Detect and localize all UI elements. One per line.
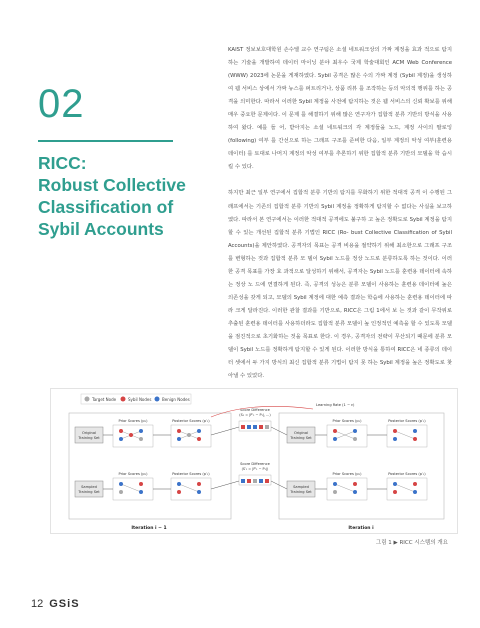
svg-text:Training Set: Training Set [290, 436, 312, 440]
svg-text:Learning Rate (1 − ε): Learning Rate (1 − ε) [316, 403, 355, 407]
posterior-graph-bottom-left [171, 478, 211, 500]
title-line: RICC: [38, 153, 87, 173]
page-number: 12 [31, 598, 44, 610]
score-bars-top [239, 421, 271, 431]
svg-text:(S₁ = |P′₁ − P₁|, ...): (S₁ = |P′₁ − P₁|, ...) [239, 413, 271, 417]
title-line: Classification of [38, 197, 174, 217]
prior-graph-top-right [327, 425, 367, 447]
sampled-training-set-right [287, 481, 315, 497]
posterior-graph-bottom-right [387, 478, 427, 500]
benign-node-icon [155, 397, 160, 402]
sampled-training-set-left [75, 481, 103, 497]
svg-text:Sampled: Sampled [81, 485, 97, 489]
svg-text:Prior Scores (p₁): Prior Scores (p₁) [118, 419, 148, 423]
section-title [38, 152, 208, 240]
title-line: Sybil Accounts [38, 219, 164, 239]
posterior-graph-top-left [171, 425, 211, 447]
svg-text:Posterior Scores (p′₁): Posterior Scores (p′₁) [388, 472, 426, 476]
svg-text:Prior Scores (p₁): Prior Scores (p₁) [332, 419, 362, 423]
prior-graph-bottom-right [327, 478, 367, 500]
sybil-node-icon [121, 397, 126, 402]
svg-text:(S′₁ = |P′₁ − P₁|): (S′₁ = |P′₁ − P₁|) [241, 467, 269, 471]
svg-text:Training Set: Training Set [78, 436, 100, 440]
svg-text:Score Difference: Score Difference [240, 462, 270, 466]
svg-text:Original: Original [81, 431, 97, 435]
legend [81, 394, 191, 404]
title-line: Robust Collective [38, 175, 186, 195]
paragraph-1: KAIST 정보보호대학원 손수엘 교수 연구팀은 소셜 네트워크상의 가짜 계정을 효과 적으로 탐지하는 기술을 개발하여 데이터 마이닝 분야 최우수 국제 학술대회인 ACM Web Conference (WWW) 2023에 논문을 게재하였다. Sybil 공격은 많은 수의 가짜 계정 (Sybil 계정)을 생성하여 웹 서비스 상에서 가짜 뉴스를 퍼트리거나, 상품 리뷰 를 조작하는 등의 악의적 행위를 하는 공격을 의미한다. 따라서 이러한 Sybil 계정을 사전에 탐지하는 것은 웹 서비스의 신뢰 확보를 위해 매우 중요한 문제이다. 이 문제 를 해결하기 위해 많은 연구자가 집합적 분류 기반의 방식을 사용하여 왔다. 예를 들 어, 받아지는 소셜 네트워크의 각 계정들을 노드, 계정 사이의 팔로잉 (following) 여부 를 간선으로 하는 그래프 구조를 준비한 다음, 일부 계정의 악성 여부(훈련용 데이터) 를 토대로 나머지 계정의 악성 여부를 추론하기 위한 집합적 분류 기반의 모델을 학 습시킬 수 있다. [228, 47, 453, 171]
paragraph-2: 하지만 최근 일부 연구에서 집합적 분류 기반의 탐지를 무화하기 위한 적대적 공격 이 수행된 그래프에서는 기존의 집합적 분류 기반의 Sybil 계정을 정확하게 탐지할 수 없다는 사실을 보고하였다. 따라서 본 연구에서는 이러한 적대적 공격에도 불구하 고 높은 정확도로 Sybil 계정을 탐지할 수 있는 개선된 집합적 분류 기법인 RICC (Ro- bust Collective Classification of Sybil Accounts)을 제안하였다. 공격자의 목표는 공격 비용을 절약하기 위해 최소한으로 그래프 구조를 변형하는 것과 집합적 분류 모 델이 Sybil 노드를 정상 노드로 분류하도록 하는 것이다. 이러한 공격 목표를 가장 효 과적으로 달성하기 위해서, 공격자는 Sybil 노드를 훈련용 데이터에 속하는 정상 노 드에 연결하게 된다. 즉, 공격의 성능은 분류 모델이 사용하는 훈련용 데이터에 높은 의존성을 갖게 되고, 모델의 Sybil 계정에 대한 예측 결과는 학습에 사용하는 훈련용 데이터에 따라 크게 달라진다. 이러한 관찰 결과를 기반으로, RICC은 그림 1에서 보 는 것과 같이 무작위로 추출된 훈련용 데이터를 사용하더라도 집합적 분류 모델이 높 인정적인 예측을 할 수 있도록 모델을 점진적으로 초기화하는 것을 목표로 한다. 이 경우, 공격자의 전략이 무산되기 때문에 분류 모델이 Sybil 노드를 정확하게 탐지할 수 있게 된다. 이러한 방식을 통하여 RICC은 네 종류의 데이터 셋에서 두 가지 방식의 최신 집합적 분류 기법이 탐지 못 하는 Sybil 계정을 높은 정확도로 찾아낼 수 있었다. [228, 190, 453, 380]
svg-text:Training Set: Training Set [290, 490, 312, 494]
article-body [228, 44, 452, 383]
svg-text:Prior Scores (p₁): Prior Scores (p₁) [332, 472, 362, 476]
svg-text:Posterior Scores (p′₁): Posterior Scores (p′₁) [172, 419, 210, 423]
prior-graph-top-left [113, 425, 153, 447]
svg-text:Original: Original [293, 431, 309, 435]
svg-text:Posterior Scores (p′₁): Posterior Scores (p′₁) [388, 419, 426, 423]
svg-text:Target Node: Target Node [92, 397, 117, 402]
svg-text:Score Difference: Score Difference [240, 408, 270, 412]
iteration-label-right: Iteration i [348, 526, 374, 531]
original-training-set-left [75, 427, 103, 443]
svg-text:Training Set: Training Set [78, 490, 100, 494]
score-bars-bottom [239, 475, 271, 485]
figure-caption: 그림 1 ▶ RICC 시스템의 개요 [375, 540, 448, 546]
section-number: 02 [38, 82, 85, 126]
svg-text:Sybil Nodes: Sybil Nodes [128, 397, 152, 402]
title-divider [38, 140, 173, 142]
svg-text:Posterior Scores (p′₁): Posterior Scores (p′₁) [172, 472, 210, 476]
posterior-graph-top-right [387, 425, 427, 447]
svg-text:Sampled: Sampled [293, 485, 309, 489]
original-training-set-right [287, 427, 315, 443]
svg-text:Prior Scores (p₁): Prior Scores (p₁) [118, 472, 148, 476]
page-footer [31, 598, 80, 610]
brand-logo: GSiS [49, 598, 80, 610]
prior-graph-bottom-left [113, 478, 153, 500]
target-node-icon [85, 397, 90, 402]
iteration-label-left: Iteration i − 1 [131, 526, 167, 531]
svg-text:Benign Nodes: Benign Nodes [162, 397, 190, 402]
ricc-system-diagram [50, 388, 458, 534]
